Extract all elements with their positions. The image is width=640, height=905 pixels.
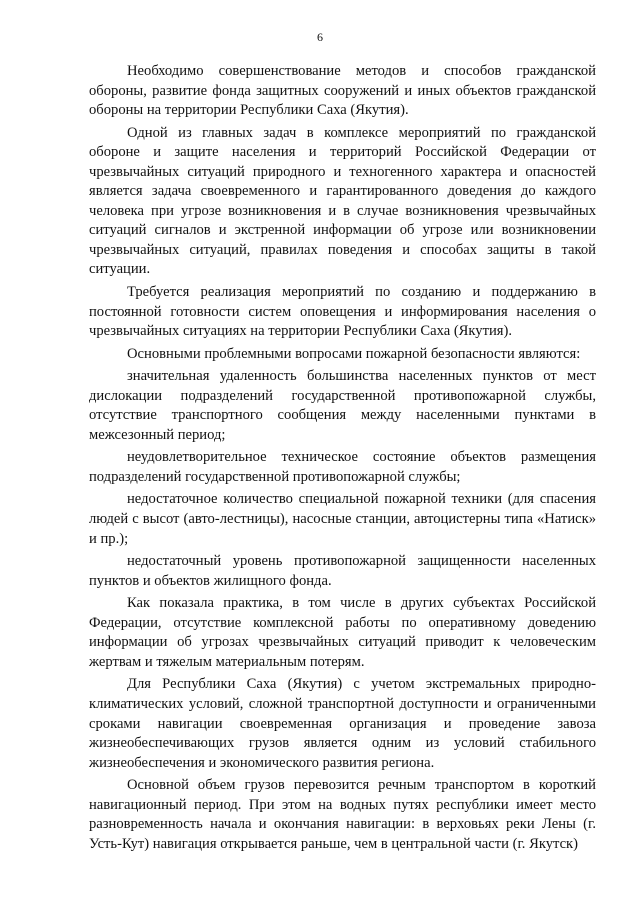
page-number: 6 — [317, 30, 323, 44]
list-item-equipment-shortage: недостаточное количество специальной пожарной техники (для спасения людей с высот (авто-лестницы), насосные станции, автоцистерны типа «Натиск» и пр.); — [89, 491, 596, 547]
list-item-fire-protection-level: недостаточный уровень противопожарной защищенности населенных пунктов и объектов жилищного фонда. — [89, 553, 596, 589]
paragraph-navigation-supply: Для Республики Саха (Якутия) с учетом экстремальных природно-климатических условий, сложной транспортной доступности и ограниченными сроками навигации своевременная организация и проведение завоза жизнеобеспечивающих грузов является одним из условий стабильного жизнеобеспечения и экономического развития региона. — [89, 676, 596, 771]
paragraph-civil-defense-improvement: Необходимо совершенствование методов и способов гражданской обороны, развитие фонда защитных сооружений и иных объектов гражданской обороны на территории Республики Саха (Якутия). — [89, 63, 596, 119]
paragraph-practice: Как показала практика, в том числе в других субъектах Российской Федерации, отсутствие комплексной работы по оперативному доведению информации об угрозах чрезвычайных ситуаций приводит к человеческим жертвам и тяжелым материальным потерям. — [89, 595, 596, 670]
paragraph-fire-safety-issues: Основными проблемными вопросами пожарной безопасности являются: — [127, 345, 581, 362]
list-item-facilities-condition: неудовлетворительное техническое состояние объектов размещения подразделений государственной противопожарной службы; — [89, 449, 596, 485]
list-item-remoteness: значительная удаленность большинства населенных пунктов от мест дислокации подразделений государственной противопожарной службы, отсутствие транспортного сообщения между населенными пунктами в межсезонный период; — [89, 368, 596, 443]
document-body — [89, 62, 596, 857]
paragraph-main-tasks: Одной из главных задач в комплексе мероприятий по гражданской обороне и защите населения и территорий Российской Федерации от чрезвычайных ситуаций природного и техногенного характера и опасностей является задача своевременного и гарантированного доведения до каждого человека при угрозе возникновения и в случае возникновения чрезвычайных ситуаций сигналов и экстренной информации об угрозе или возникновении чрезвычайных ситуаций, правилах поведения и способах защиты в такой ситуации. — [89, 124, 596, 278]
paragraph-warning-systems: Требуется реализация мероприятий по созданию и поддержанию в постоянной готовности систем оповещения и информирования населения о чрезвычайных ситуациях на территории Республики Саха (Якутия). — [89, 284, 596, 340]
paragraph-river-transport: Основной объем грузов перевозится речным транспортом в короткий навигационный период. При этом на водных путях республики имеет место разновременность начала и окончания навигации: в верховьях реки Лены (г. Усть-Кут) навигация открывается раньше, чем в центральной части (г. Якутск) — [89, 777, 596, 852]
